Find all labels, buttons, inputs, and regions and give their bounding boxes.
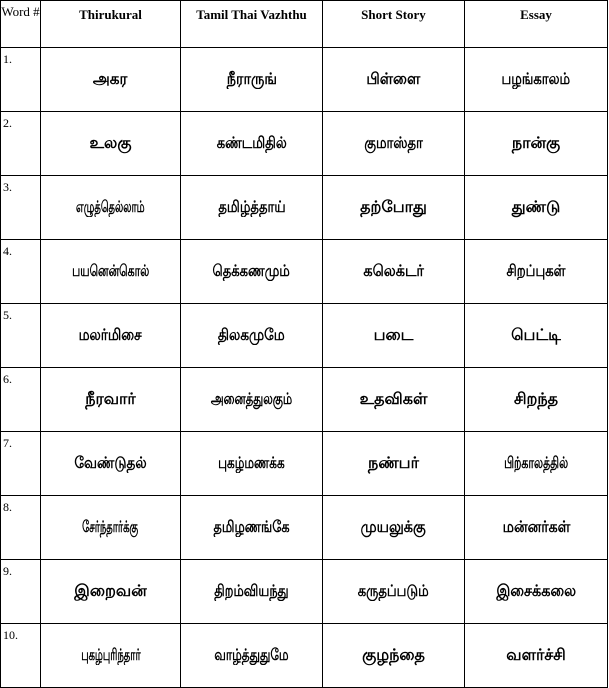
handwritten-word: சிறந்த	[465, 368, 608, 432]
column-header-thirukural: Thirukural	[41, 1, 181, 48]
table-row	[1, 176, 608, 240]
handwritten-word: பிள்ளை	[323, 48, 465, 112]
handwritten-word: அகர	[41, 48, 181, 112]
handwritten-word: நீரவார்	[41, 368, 181, 432]
handwritten-word: எழுத்தெல்லாம்	[41, 176, 181, 240]
handwritten-word: உதவிகள்	[323, 368, 465, 432]
handwritten-word: சேர்ந்தார்க்கு	[41, 496, 181, 560]
word-number: 6.	[1, 368, 41, 432]
handwritten-word: நண்பர்	[323, 432, 465, 496]
word-number: 8.	[1, 496, 41, 560]
table-row	[1, 432, 608, 496]
column-header-tamil-thai-vazhthu: Tamil Thai Vazhthu	[181, 1, 323, 48]
handwritten-word: நீராருங்	[181, 48, 323, 112]
table-row	[1, 304, 608, 368]
handwritten-word: முயலுக்கு	[323, 496, 465, 560]
word-number: 5.	[1, 304, 41, 368]
handwritten-word: உலகு	[41, 112, 181, 176]
column-header-essay: Essay	[465, 1, 608, 48]
table-row	[1, 112, 608, 176]
handwritten-word: வேண்டுதல்	[41, 432, 181, 496]
handwritten-word: துண்டு	[465, 176, 608, 240]
handwritten-word: பயனென்கொல்	[41, 240, 181, 304]
handwritten-word: திலகமுமே	[181, 304, 323, 368]
table-row	[1, 560, 608, 624]
handwritten-word: தமிழ்த்தாய்	[181, 176, 323, 240]
table-row	[1, 48, 608, 112]
table-row	[1, 496, 608, 560]
handwritten-word: தற்போது	[323, 176, 465, 240]
handwritten-word: குமாஸ்தா	[323, 112, 465, 176]
handwritten-word: கருதப்படும்	[323, 560, 465, 624]
handwritten-word: தெக்கணமும்	[181, 240, 323, 304]
handwritten-word: இறைவன்	[41, 560, 181, 624]
handwritten-word: கண்டமிதில்	[181, 112, 323, 176]
column-header-short-story: Short Story	[323, 1, 465, 48]
handwritten-word: மலர்மிசை	[41, 304, 181, 368]
handwritten-word: புகழ்மணக்க	[181, 432, 323, 496]
word-number: 10.	[1, 624, 41, 688]
word-number: 1.	[1, 48, 41, 112]
handwritten-word: தமிழணங்கே	[181, 496, 323, 560]
handwritten-word: இசைக்கலை	[465, 560, 608, 624]
header-row	[1, 1, 608, 48]
handwritten-word: பிற்காலத்தில்	[465, 432, 608, 496]
handwritten-word: அனைத்துலகும்	[181, 368, 323, 432]
word-number: 4.	[1, 240, 41, 304]
table-row	[1, 368, 608, 432]
word-number: 2.	[1, 112, 41, 176]
handwritten-word: புகழ்புரிந்தார்	[41, 624, 181, 688]
handwritten-word: சிறப்புகள்	[465, 240, 608, 304]
handwritten-word: நான்கு	[465, 112, 608, 176]
handwritten-word: குழந்தை	[323, 624, 465, 688]
handwritten-word: பழங்காலம்	[465, 48, 608, 112]
handwritten-word: திறம்வியந்து	[181, 560, 323, 624]
handwritten-word: மன்னர்கள்	[465, 496, 608, 560]
handwritten-word: வாழ்த்துதுமே	[181, 624, 323, 688]
word-number: 3.	[1, 176, 41, 240]
table-row	[1, 240, 608, 304]
table-row	[1, 624, 608, 688]
word-number: 7.	[1, 432, 41, 496]
handwritten-word: வளர்ச்சி	[465, 624, 608, 688]
handwritten-word: படை	[323, 304, 465, 368]
word-number-header: Word #	[1, 1, 41, 48]
word-number: 9.	[1, 560, 41, 624]
handwritten-word: கலெக்டர்	[323, 240, 465, 304]
handwritten-word: பெட்டி	[465, 304, 608, 368]
